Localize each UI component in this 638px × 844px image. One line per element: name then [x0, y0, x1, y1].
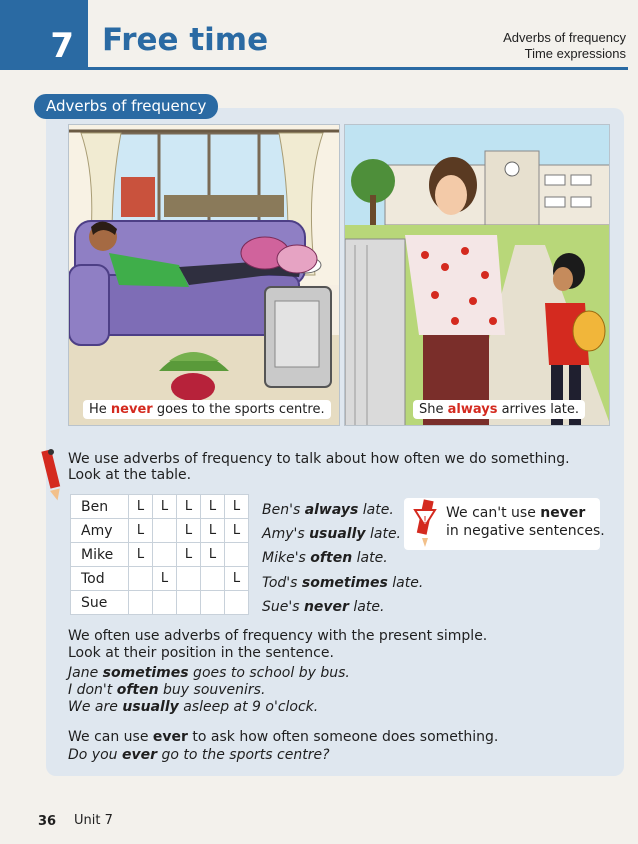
sentence-adverb: usually [309, 526, 366, 543]
table-row [71, 543, 249, 567]
caption-text: goes to the sports centre. [152, 402, 325, 417]
note-line-2: in negative sentences. [446, 523, 605, 539]
sentence-text: Amy's [262, 526, 310, 543]
caption-text: arrives late. [497, 402, 580, 417]
sentence-adverb: sometimes [301, 574, 388, 591]
sentence-text: late. [387, 574, 424, 591]
right-caption [413, 400, 585, 419]
sentence-text: Mike's [262, 550, 311, 567]
day-mark: L [201, 495, 225, 519]
example-adverb: sometimes [102, 665, 189, 681]
day-mark: L [177, 543, 201, 567]
sentence-adverb: never [303, 598, 349, 615]
row-name: Tod [71, 567, 129, 591]
frequency-sentences [262, 498, 423, 619]
sentence-text: Tod's [262, 574, 302, 591]
example-adverb: usually [122, 699, 179, 715]
note-line-1: We can't use [446, 505, 541, 521]
pencil-warning-icon [410, 498, 440, 548]
sentence-text: late. [365, 526, 402, 543]
present-simple-line-2: Look at their position in the sentence. [68, 645, 334, 661]
header-topic-2: Time expressions [524, 46, 626, 61]
row-name: Ben [71, 495, 129, 519]
day-mark [153, 591, 177, 615]
example-text: Jane [68, 665, 103, 681]
ever-text: go to the sports centre? [157, 747, 330, 763]
intro-line-2: Look at the table. [68, 467, 192, 483]
sentence-text: Sue's [262, 598, 304, 615]
ever-text: Do you [68, 747, 122, 763]
intro-line-1: We use adverbs of frequency to talk about how often we do something. [68, 451, 570, 467]
ever-text: to ask how often someone does something. [187, 729, 499, 745]
unit-badge [0, 0, 88, 70]
note-keyword: never [540, 505, 586, 521]
day-mark [177, 567, 201, 591]
sentence-text: Ben's [262, 502, 305, 518]
ever-text: We can use [68, 729, 153, 745]
sentence-adverb: often [310, 550, 353, 567]
illustration-teacher-and-girl [344, 124, 610, 426]
sentence-text: late. [358, 502, 394, 518]
day-mark [177, 591, 201, 615]
row-name: Amy [71, 519, 129, 543]
day-mark [225, 543, 249, 567]
ever-keyword: ever [121, 747, 158, 763]
day-mark [129, 567, 153, 591]
example-text: goes to school by bus. [188, 665, 350, 681]
sentence-adverb: always [304, 502, 359, 518]
boy-on-sofa-picture [69, 125, 340, 426]
day-mark: L [201, 543, 225, 567]
table-row [71, 591, 249, 615]
day-mark [201, 591, 225, 615]
day-mark: L [129, 495, 153, 519]
day-mark: L [225, 567, 249, 591]
page-number: 36 [37, 813, 57, 829]
day-mark [153, 543, 177, 567]
frequency-sentence [262, 595, 423, 619]
day-mark [129, 591, 153, 615]
day-mark [201, 567, 225, 591]
example-2 [68, 682, 265, 699]
example-3 [68, 699, 318, 716]
day-mark: L [129, 543, 153, 567]
ever-keyword: ever [152, 729, 188, 745]
example-adverb: often [116, 682, 159, 698]
day-mark: L [177, 519, 201, 543]
caption-adverb: always [447, 402, 498, 417]
example-text: We are [68, 699, 123, 715]
left-caption [83, 400, 331, 419]
example-1 [68, 665, 350, 682]
example-text: buy souvenirs. [158, 682, 266, 698]
table-row [71, 567, 249, 591]
ever-line-2 [68, 747, 330, 764]
day-mark: L [153, 567, 177, 591]
day-mark [153, 519, 177, 543]
frequency-sentence [262, 522, 423, 546]
table-row [71, 495, 249, 519]
footer-unit-label: Unit 7 [74, 813, 113, 828]
row-name: Sue [71, 591, 129, 615]
day-mark: L [225, 495, 249, 519]
day-mark: L [153, 495, 177, 519]
caption-adverb: never [110, 402, 153, 417]
header-topics [503, 30, 626, 62]
ever-line-1 [68, 729, 498, 746]
frequency-sentence [262, 546, 423, 570]
frequency-sentence [262, 498, 423, 522]
frequency-table [70, 494, 249, 615]
row-name: Mike [71, 543, 129, 567]
day-mark: L [177, 495, 201, 519]
svg-text:!: ! [422, 515, 428, 526]
day-mark: L [129, 519, 153, 543]
sentence-text: late. [352, 550, 388, 567]
section-title: Adverbs of frequency [34, 94, 218, 119]
sentence-text: late. [348, 598, 385, 615]
day-mark [225, 591, 249, 615]
caption-text: He [89, 402, 111, 417]
header-topic-1: Adverbs of frequency [503, 30, 626, 45]
day-mark: L [201, 519, 225, 543]
pencil-icon [40, 446, 62, 502]
page-title: Free time [102, 22, 269, 58]
teacher-and-girl-picture [345, 125, 610, 426]
note-text [446, 504, 605, 540]
illustration-boy-on-sofa [68, 124, 340, 426]
caption-text: She [419, 402, 448, 417]
table-row [71, 519, 249, 543]
unit-number: 7 [50, 26, 74, 66]
day-mark: L [225, 519, 249, 543]
example-text: I don't [68, 682, 117, 698]
frequency-sentence [262, 571, 423, 595]
example-text: asleep at 9 o'clock. [178, 699, 319, 715]
present-simple-line-1: We often use adverbs of frequency with the present simple. [68, 628, 488, 644]
